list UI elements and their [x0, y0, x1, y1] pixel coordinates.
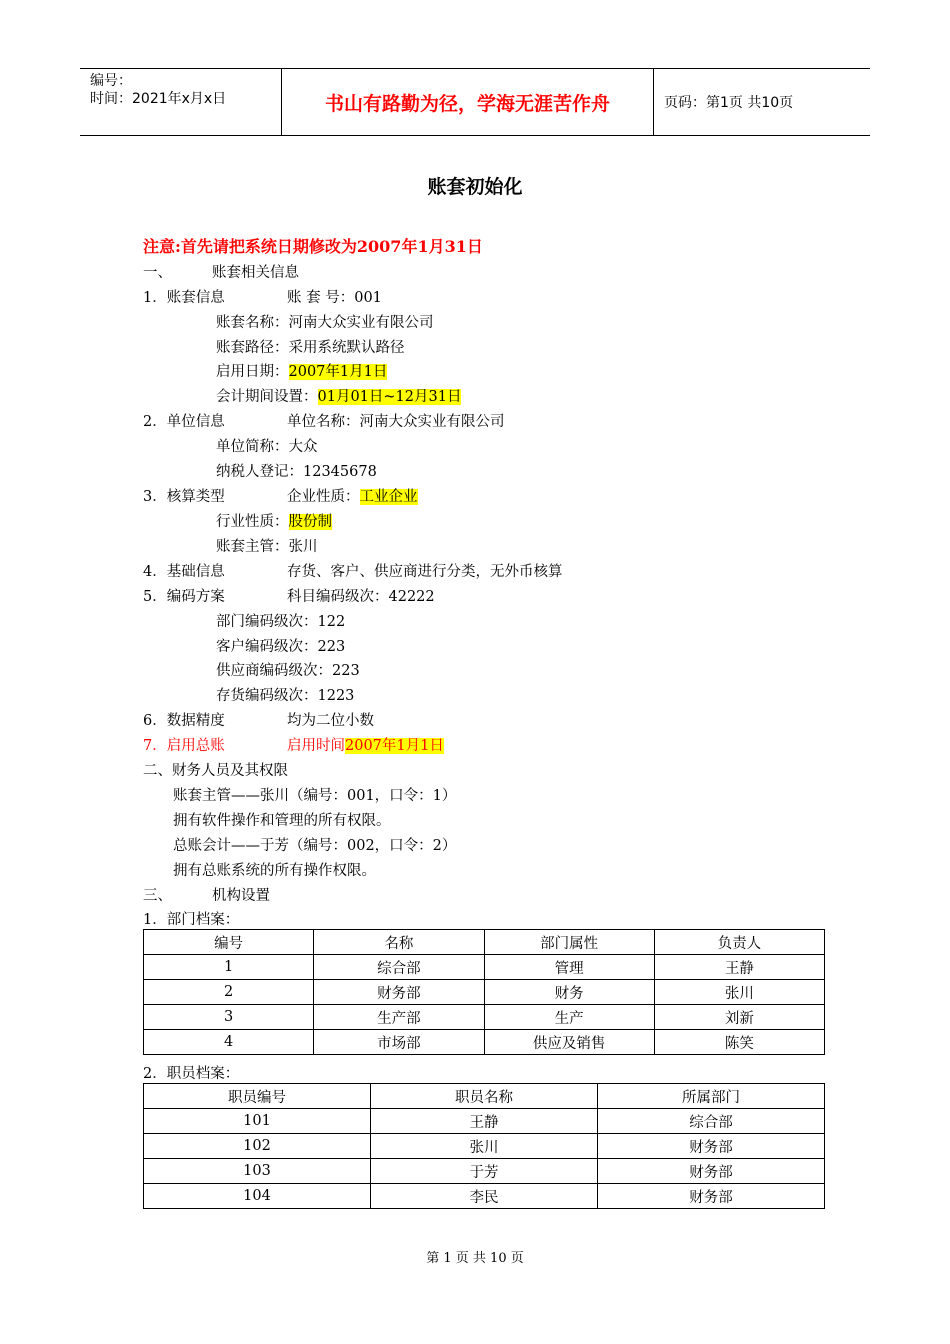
doc-number: 编号： [90, 73, 132, 89]
table-cell: 张川 [654, 980, 824, 1005]
item6-label: 6．数据精度 [143, 713, 225, 729]
table-cell: 供应及销售 [484, 1030, 654, 1055]
table-cell: 李民 [370, 1184, 597, 1209]
sec2-p1: 账套主管——张川（编号：001，口令：1） [173, 788, 457, 804]
inv-code: 存货编码级次：1223 [216, 688, 355, 704]
table-row [144, 955, 825, 980]
page-footer: 第 1 页 共 10 页 [426, 1251, 524, 1266]
table-cell: 生产部 [314, 1005, 484, 1030]
unit-short: 单位简称：大众 [216, 439, 318, 455]
doc-title: 账套初始化 [427, 176, 523, 198]
item3-value [287, 485, 418, 506]
supervisor: 账套主管：张川 [216, 539, 318, 555]
table-row [144, 1159, 825, 1184]
table-cell: 王静 [654, 955, 824, 980]
table-cell: 103 [144, 1159, 371, 1184]
staff-table [143, 1083, 825, 1209]
table-cell: 财务部 [597, 1184, 824, 1209]
staff-table-title: 2．职员档案： [143, 1066, 240, 1082]
industry-label: 行业性质： [216, 514, 289, 530]
table-cell: 财务 [484, 980, 654, 1005]
table-cell: 3 [144, 1005, 314, 1030]
table-row [144, 1134, 825, 1159]
table-row [144, 1109, 825, 1134]
acct-name: 账套名称：河南大众实业有限公司 [216, 315, 434, 331]
item7-date: 2007年1月1日 [345, 738, 444, 754]
table-header-cell: 编号 [144, 930, 314, 955]
header-motto: 书山有路勤为径，学海无涯苦作舟 [282, 69, 654, 135]
header-page-info: 页码：第1页 共10页 [664, 95, 794, 111]
table-cell: 财务部 [597, 1134, 824, 1159]
period-label: 会计期间设置： [216, 389, 318, 405]
start-date-label: 启用日期： [216, 364, 289, 380]
industry [216, 510, 332, 531]
item2-label: 2．单位信息 [143, 414, 225, 430]
sec2-p4: 拥有总账系统的所有操作权限。 [173, 863, 376, 879]
table-cell: 财务部 [314, 980, 484, 1005]
table-header-cell: 所属部门 [597, 1084, 824, 1109]
table-header-cell: 部门属性 [484, 930, 654, 955]
item1-value: 账 套 号：001 [287, 290, 382, 306]
table-cell: 1 [144, 955, 314, 980]
table-header-cell: 职员编号 [144, 1084, 371, 1109]
table-cell: 刘新 [654, 1005, 824, 1030]
doc-time: 时间：2021年x月x日 [90, 91, 227, 107]
item7-label: 7．启用总账 [143, 738, 225, 754]
item5-value: 科目编码级次：42222 [287, 589, 435, 605]
taxpayer: 纳税人登记：12345678 [216, 464, 377, 480]
table-row [144, 1030, 825, 1055]
supp-code: 供应商编码级次：223 [216, 663, 360, 679]
sec1-heading-num: 一、 [143, 265, 172, 281]
table-header-cell: 负责人 [654, 930, 824, 955]
sec2-heading: 二、财务人员及其权限 [143, 763, 288, 779]
item1-label: 1．账套信息 [143, 290, 225, 306]
header-left [80, 69, 282, 135]
sec3-heading-num: 三、 [143, 888, 172, 904]
page-header [80, 68, 870, 136]
enterprise-label: 企业性质： [287, 489, 360, 505]
table-header-cell: 名称 [314, 930, 484, 955]
industry-value: 股份制 [288, 514, 332, 530]
table-cell: 陈笑 [654, 1030, 824, 1055]
item2-value: 单位名称：河南大众实业有限公司 [287, 414, 505, 430]
table-cell: 102 [144, 1134, 371, 1159]
item4-value: 存货、客户、供应商进行分类，无外币核算 [287, 564, 563, 580]
item3-label: 3．核算类型 [143, 489, 225, 505]
table-cell: 财务部 [597, 1159, 824, 1184]
table-header-row [144, 930, 825, 955]
table-cell: 2 [144, 980, 314, 1005]
table-cell: 综合部 [597, 1109, 824, 1134]
start-date [216, 360, 387, 381]
sec2-p2: 拥有软件操作和管理的所有权限。 [173, 813, 391, 829]
sec2-p3: 总账会计——于芳（编号：002，口令：2） [173, 838, 457, 854]
table-cell: 张川 [370, 1134, 597, 1159]
item5-label: 5．编码方案 [143, 589, 225, 605]
table-cell: 104 [144, 1184, 371, 1209]
start-date-value: 2007年1月1日 [288, 364, 388, 380]
table-cell: 综合部 [314, 955, 484, 980]
table-row [144, 980, 825, 1005]
table-cell: 于芳 [370, 1159, 597, 1184]
table-cell: 管理 [484, 955, 654, 980]
table-header-cell: 职员名称 [370, 1084, 597, 1109]
dept-table [143, 929, 825, 1055]
table-header-row [144, 1084, 825, 1109]
sec3-heading: 机构设置 [212, 888, 270, 904]
table-cell: 王静 [370, 1109, 597, 1134]
item7-value [287, 734, 444, 755]
table-row [144, 1184, 825, 1209]
table-cell: 生产 [484, 1005, 654, 1030]
acct-path: 账套路径：采用系统默认路径 [216, 340, 405, 356]
item4-label: 4．基础信息 [143, 564, 225, 580]
cust-code: 客户编码级次：223 [216, 639, 346, 655]
period-setting [216, 385, 461, 406]
dept-table-title: 1．部门档案： [143, 912, 240, 928]
table-cell: 4 [144, 1030, 314, 1055]
table-cell: 市场部 [314, 1030, 484, 1055]
enterprise-value: 工业企业 [359, 489, 418, 505]
item6-value: 均为二位小数 [287, 713, 374, 729]
sec1-heading: 账套相关信息 [212, 265, 299, 281]
item7-value-label: 启用时间 [287, 738, 345, 754]
table-cell: 101 [144, 1109, 371, 1134]
notice-text: 注意:首先请把系统日期修改为2007年1月31日 [143, 237, 483, 256]
dept-code: 部门编码级次：122 [216, 614, 346, 630]
table-row [144, 1005, 825, 1030]
period-value: 01月01日~12月31日 [317, 389, 462, 405]
